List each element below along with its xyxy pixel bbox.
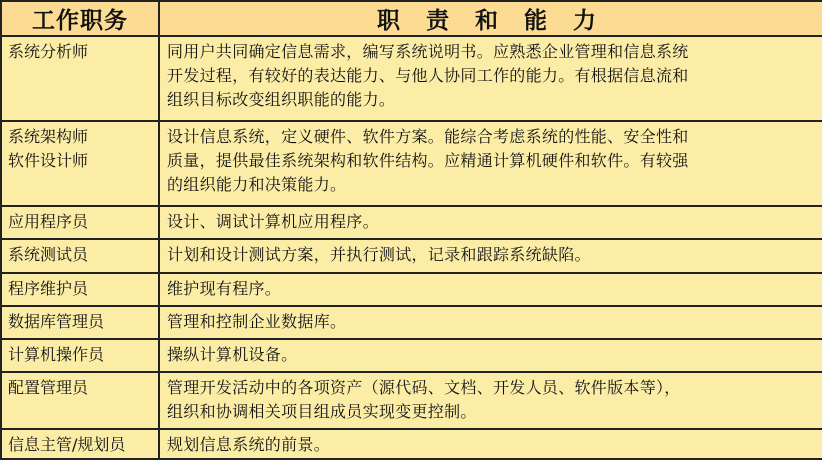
table-row: [1, 372, 822, 429]
role-cell: [1, 339, 159, 372]
role-text: 系统架构师: [8, 127, 89, 147]
duties-line: 维护现有程序。: [167, 278, 282, 298]
duties-line: 计划和设计测试方案，并执行测试，记录和跟踪系统缺陷。: [167, 245, 591, 265]
role-text: 系统分析师: [8, 42, 89, 61]
duties-cell: [159, 121, 822, 206]
duties-line: 设计信息系统，定义硬件、软件方案。能综合考虑系统的性能、安全性和: [167, 127, 689, 147]
role-cell: [1, 306, 159, 339]
table-row: [1, 36, 822, 121]
role-cell: [1, 36, 159, 121]
role-text: 数据库管理员: [8, 311, 105, 331]
duties-line: 的组织能力和决策能力。: [167, 175, 347, 195]
duties-line: 设计、调试计算机应用程序。: [167, 212, 379, 232]
duties-line: 同用户共同确定信息需求，编写系统说明书。应熟悉企业管理和信息系统: [167, 42, 689, 61]
table-row: [1, 121, 822, 206]
duties-cell: [159, 239, 822, 272]
duties-line: 规划信息系统的前景。: [167, 434, 331, 454]
duties-line: 组织目标改变组织职能的能力。: [167, 90, 396, 109]
role-cell: [1, 206, 159, 239]
duties-line: 开发过程，有较好的表达能力、与他人协同工作的能力。有根据信息流和: [167, 66, 689, 85]
duties-cell: [159, 339, 822, 372]
header-role: 工作职务: [1, 1, 159, 36]
role-text: 应用程序员: [8, 212, 89, 232]
duties-cell: [159, 429, 822, 459]
duties-cell: [159, 372, 822, 429]
table-header-row: [1, 1, 822, 36]
table-row: [1, 273, 822, 306]
duties-cell: [159, 273, 822, 306]
header-duties: 职 责 和 能 力: [159, 1, 822, 36]
duties-line: 操纵计算机设备。: [167, 344, 298, 364]
table-row: [1, 206, 822, 239]
role-cell: [1, 121, 159, 206]
duties-cell: [159, 36, 822, 121]
role-cell: [1, 239, 159, 272]
table-row: [1, 239, 822, 272]
duties-cell: [159, 206, 822, 239]
table-row: [1, 429, 822, 459]
role-cell: [1, 273, 159, 306]
role-text: 程序维护员: [8, 278, 89, 298]
duties-cell: [159, 306, 822, 339]
duties-line: 管理和控制企业数据库。: [167, 311, 347, 331]
role-text: 配置管理员: [8, 377, 89, 397]
role-text: 计算机操作员: [8, 344, 105, 364]
duties-line: 组织和协调相关项目组成员实现变更控制。: [167, 401, 477, 421]
role-text: 系统测试员: [8, 245, 89, 265]
role-text: 信息主管/规划员: [8, 434, 126, 454]
role-cell: [1, 429, 159, 459]
role-cell: [1, 372, 159, 429]
table-row: [1, 339, 822, 372]
duties-line: 管理开发活动中的各项资产（源代码、文档、开发人员、软件版本等），: [167, 377, 681, 397]
role-text: 软件设计师: [8, 151, 89, 171]
duties-line: 质量，提供最佳系统架构和软件结构。应精通计算机硬件和软件。有较强: [167, 151, 689, 171]
table-row: [1, 306, 822, 339]
